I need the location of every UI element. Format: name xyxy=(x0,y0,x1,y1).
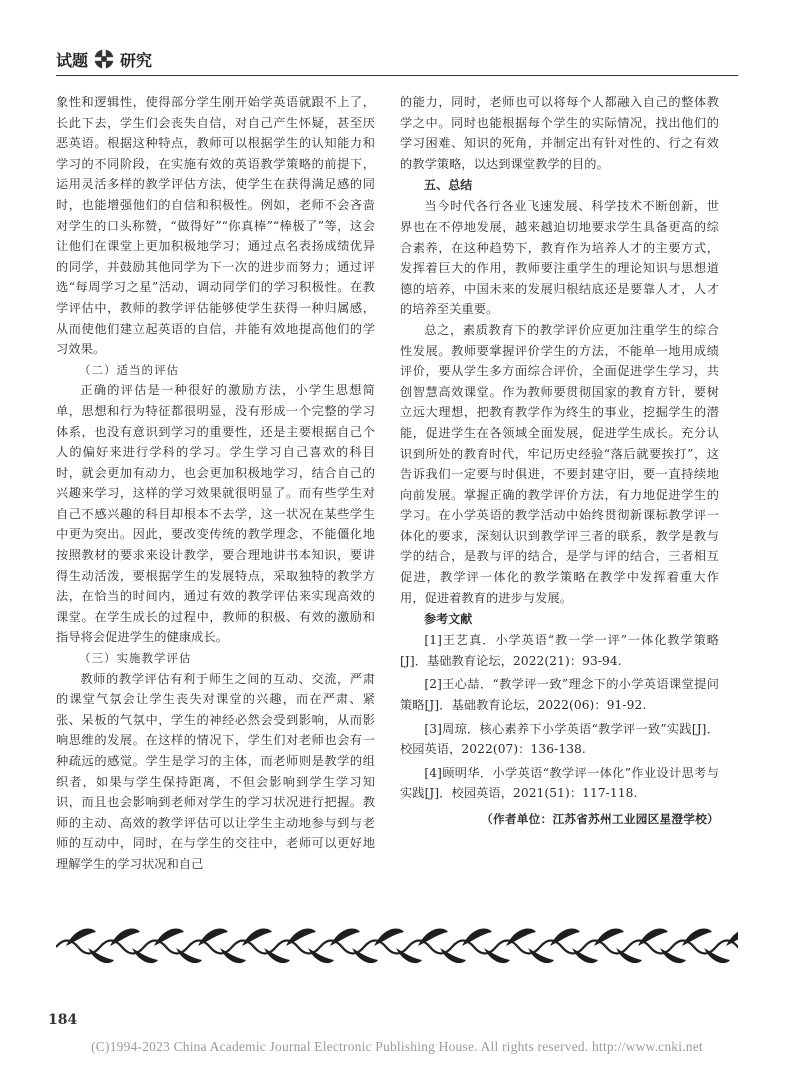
body-paragraph: 正确的评估是一种很好的激励方法，小学生思想简单，思想和行为特征都很明显，没有形成一个完整的学习体系，也没有意识到学习的重要性，还是主要根据自己个人的偏好来进行学科的学习。学生学习自己喜欢的科目时，就会更加有动力，也会更加积极地学习，结合自己的兴趣来学习，这样的学习效果就很明显了。而有些学生对自己不感兴趣的科目却根本不去学，这一状况在某些学生中更为突出。因此，要改变传统的教学理念，不能僵化地按照教材的要求来设计教学，要合理地讲书本知识，要讲得生动活泼，要根据学生的发展特点，采取独特的教学方法，在恰当的时间内，通过有效的教学评估来实现高效的课堂。在学生成长的过程中，教师的积极、有效的激励和指导将会促进学生的健康成长。 xyxy=(56,383,375,645)
journal-logo-icon xyxy=(91,48,117,70)
page-number: 184 xyxy=(48,1012,78,1028)
journal-header xyxy=(56,46,152,72)
right-column xyxy=(400,92,719,830)
left-column xyxy=(56,92,375,875)
subsection-heading: （三）实施教学评估 xyxy=(79,651,192,666)
leaf-vine-border-icon xyxy=(56,922,738,972)
header-rule xyxy=(56,75,738,76)
reference-item: [1]王艺真．小学英语“教一学一评”一体化教学策略[J]．基础教育论坛，2022(21)：93-94. xyxy=(400,633,719,668)
body-paragraph: 象性和逻辑性，使得部分学生刚开始学英语就跟不上了，长此下去，学生们会丧失自信，对自己产生怀疑，甚至厌恶英语。根据这种特点，教师可以根据学生的认知能力和学习的不同阶段，在实施有效的英语教学策略的前提下，运用灵活多样的教学评估方法，使学生在获得满足感的同时，也能增强他们的自信和积极性。例如，老师不会吝啬对学生的口头称赞，“做得好”“你真棒”“棒极了”等，这会让他们在课堂上更加积极地学习；通过点名表扬成绩优异的同学，并鼓励其他同学为下一次的进步而努力；通过评选“每周学习之星”活动，调动同学们的学习积极性。在教学评估中，教师的教学评估能够使学生获得一种归属感，从而使他们建立起英语的自信，并能有效地提高他们的学习效果。 xyxy=(56,95,375,357)
body-paragraph: 总之，素质教育下的教学评价应更加注重学生的综合性发展。教师要掌握评价学生的方法，不能单一地用成绩评价，要从学生多方面综合评价，全面促进学生学习，共创智慧高效课堂。作为教师要贯彻国家的教育方针，要树立远大理想，把教育教学作为终生的事业，挖掘学生的潜能，促进学生在各领域全面发展，促进学生成长。充分认识到所处的教育时代，牢记历史经验“落后就要挨打”，这告诉我们一定要与时俱进，不要封建守旧，要一直持续地向前发展。掌握正确的教学评价方法，有力地促进学生的学习。在小学英语的教学活动中始终贯彻新课标教学评一体化的要求，深刻认识到教学评三者的联系，教学是教与学的结合，是教与评的结合，是学与评的结合，三者相互促进，教学评一体化的教学策略在教学中发挥着重大作用，促进着教育的进步与发展。 xyxy=(400,322,719,605)
header-right-text: 研究 xyxy=(120,50,153,70)
reference-item: [2]王心喆．“教学评一致”理念下的小学英语课堂提问策略[J]．基础教育论坛，2022(06)：91-92. xyxy=(400,677,719,713)
section-heading: 参考文献 xyxy=(424,612,473,627)
copyright-footer: (C)1994-2023 China Academic Journal Electronic Publishing House. All rights reserved. http://www.cnki.net xyxy=(91,1039,703,1054)
body-paragraph: 教师的教学评估有利于师生之间的互动、交流，严肃的课堂气氛会让学生丧失对课堂的兴趣，而在严肃、紧张、呆板的气氛中，学生的神经必然会受到影响，从而影响思维的发展。在这样的情况下，学生们对老师也会有一种疏远的感觉。学生是学习的主体，而老师则是教学的组织者，如果与学生保持距离，不但会影响到学生学习知识，而且也会影响到老师对学生的学习状况进行把握。教师的主动、高效的教学评估可以让学生主动地参与到与老师的互动中，同时，在与学生的交往中，老师可以更好地理解学生的学习状况和自己 xyxy=(56,671,375,871)
body-paragraph: 的能力，同时，老师也可以将每个人都融入自己的整体教学之中。同时也能根据每个学生的实际情况，找出他们的学习困难、知识的死角，并制定出有针对性的、行之有效的教学策略，以达到课堂教学的目的。 xyxy=(400,95,719,171)
reference-item: [4]顾明华．小学英语“教学评一体化”作业设计思考与实践[J]．校园英语，2021(51)：117-118. xyxy=(400,765,719,801)
author-affiliation: （作者单位：江苏省苏州工业园区星澄学校） xyxy=(481,812,719,826)
body-paragraph: 当今时代各行各业飞速发展、科学技术不断创新，世界也在不停地发展，越来越迫切地要求学生具备更高的综合素养，在这种趋势下，教育作为培养人才的主要方式，发挥着巨大的作用，教师要注重学生的理论知识与思想道德的培养，中国未来的发展归根结底还是要靠人才，人才的培养至关重要。 xyxy=(400,199,719,317)
section-heading: 五、总结 xyxy=(424,178,473,193)
reference-item: [3]周琼．核心素养下小学英语“教学评一致”实践[J]．校园英语，2022(07)：136-138. xyxy=(400,721,719,757)
header-left-text: 试题 xyxy=(56,50,89,70)
subsection-heading: （二）适当的评估 xyxy=(79,362,179,377)
